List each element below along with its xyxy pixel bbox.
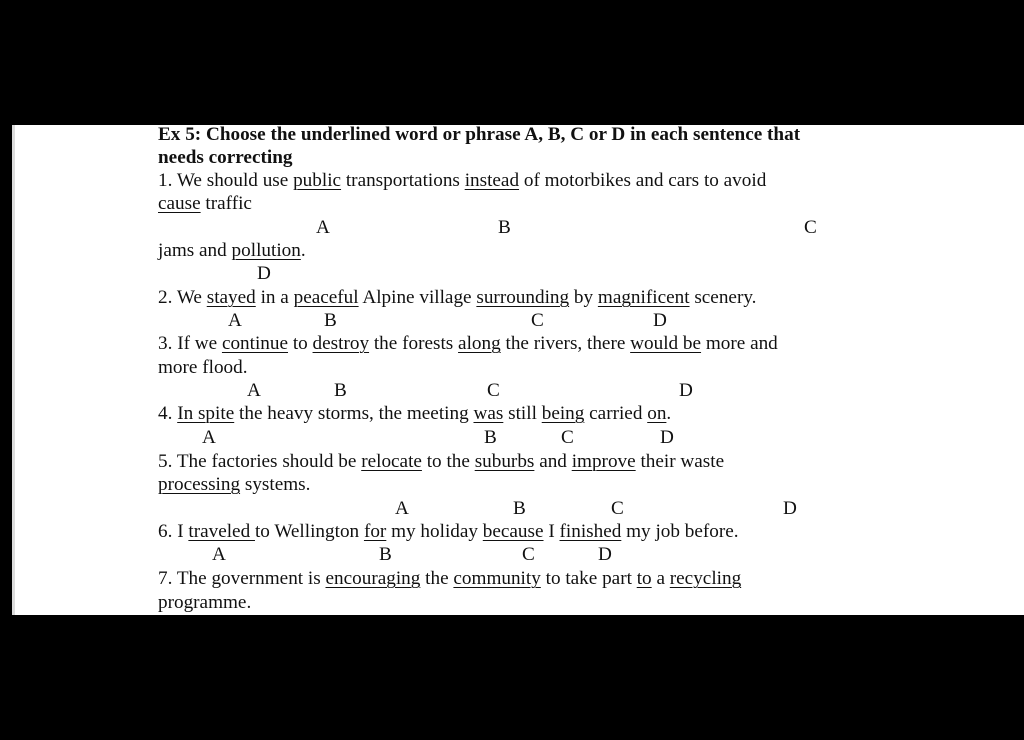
sentence-text: systems.	[240, 474, 311, 495]
q7-option-c: to	[636, 568, 652, 589]
sentence-text: scenery.	[689, 287, 757, 308]
sentence-text: I	[543, 521, 560, 542]
sentence-text: more and	[701, 333, 778, 354]
q5-option-a: relocate	[361, 451, 422, 472]
q1-label-c: C	[804, 217, 817, 238]
q7-option-a: encouraging	[325, 568, 421, 589]
question-1-line3	[158, 241, 306, 260]
sentence-text: jams and	[158, 240, 232, 261]
sentence-text: 4.	[158, 403, 178, 424]
q2-option-a: stayed	[206, 287, 256, 308]
sentence-text: the	[420, 568, 454, 589]
question-5-line2	[158, 475, 310, 494]
q5-option-c: improve	[571, 451, 636, 472]
document-page	[12, 125, 1024, 615]
q2-label-c: C	[531, 310, 544, 331]
sentence-text: to	[288, 333, 313, 354]
q6-label-c: C	[522, 544, 535, 565]
q1-label-b: B	[498, 217, 511, 238]
q2-label-d: D	[653, 310, 667, 331]
q2-option-d: magnificent	[597, 287, 690, 308]
sentence-text: 5. The factories should be	[158, 451, 362, 472]
q4-option-c: being	[541, 403, 585, 424]
q1-label-a: A	[316, 217, 330, 238]
sentence-text: the forests	[369, 333, 459, 354]
q2-label-a: A	[228, 310, 242, 331]
sentence-text: still	[503, 403, 542, 424]
sentence-text: by	[569, 287, 598, 308]
question-1	[158, 171, 766, 190]
sentence-text: their waste	[635, 451, 725, 472]
q6-option-d: finished	[559, 521, 622, 542]
q4-option-a: In spite	[177, 403, 235, 424]
q7-option-b: community	[453, 568, 541, 589]
sentence-text: to the	[421, 451, 475, 472]
sentence-text: in a	[255, 287, 294, 308]
q5-label-c: C	[611, 498, 624, 519]
sentence-text: my job before.	[621, 521, 739, 542]
sentence-text: 7. The government is	[158, 568, 326, 589]
q5-option-b: suburbs	[474, 451, 535, 472]
q1-option-b: instead	[464, 170, 520, 191]
q4-label-a: A	[202, 427, 216, 448]
sentence-text: .	[666, 403, 672, 424]
sentence-text: the rivers, there	[500, 333, 631, 354]
sentence-text: transportations	[341, 170, 465, 191]
sentence-text: to take part	[540, 568, 637, 589]
question-7	[158, 569, 741, 588]
sentence-text: my holiday	[386, 521, 483, 542]
q2-option-c: surrounding	[476, 287, 570, 308]
sentence-text: of motorbikes and cars to avoid	[519, 170, 767, 191]
q6-option-a: traveled	[188, 521, 255, 542]
sentence-text: Alpine village	[358, 287, 477, 308]
q1-option-d: pollution	[231, 240, 301, 261]
q6-label-a: A	[212, 544, 226, 565]
question-7-line2: programme.	[158, 592, 252, 613]
q3-option-a: continue	[221, 333, 289, 354]
q3-label-d: D	[679, 380, 693, 401]
question-2	[158, 288, 756, 307]
sentence-text: 1. We should use	[158, 170, 294, 191]
question-6	[158, 522, 739, 541]
q4-label-b: B	[484, 427, 497, 448]
q3-label-a: A	[247, 380, 261, 401]
q4-label-d: D	[660, 427, 674, 448]
q2-option-b: peaceful	[293, 287, 359, 308]
sentence-text: and	[534, 451, 572, 472]
question-5	[158, 452, 724, 471]
q5-label-a: A	[395, 498, 409, 519]
q1-option-c: cause	[158, 193, 201, 214]
sentence-text: carried	[584, 403, 648, 424]
q7-option-d: recycling	[669, 568, 742, 589]
sentence-text: a	[651, 568, 670, 589]
q3-option-b: destroy	[312, 333, 370, 354]
exercise-title: Ex 5: Choose the underlined word or phrase A, B, C or D in each sentence that	[158, 125, 801, 145]
sentence-text: to Wellington	[254, 521, 364, 542]
sentence-text: 6. I	[158, 521, 189, 542]
q5-option-d: processing	[158, 474, 241, 495]
question-1-line2	[158, 194, 252, 213]
q3-option-d: would be	[630, 333, 702, 354]
q4-option-b: was	[473, 403, 504, 424]
q6-option-b: for	[363, 521, 387, 542]
question-3	[158, 334, 778, 353]
q6-label-b: B	[379, 544, 392, 565]
q3-label-c: C	[487, 380, 500, 401]
q5-label-b: B	[513, 498, 526, 519]
q1-option-a: public	[293, 170, 342, 191]
sentence-text: 2. We	[158, 287, 207, 308]
q2-label-b: B	[324, 310, 337, 331]
q4-option-d: on	[647, 403, 667, 424]
sentence-text: 3. If we	[158, 333, 222, 354]
exercise-title-line2: needs correcting	[158, 147, 293, 168]
q5-label-d: D	[783, 498, 797, 519]
sentence-text: traffic	[200, 193, 252, 214]
q4-label-c: C	[561, 427, 574, 448]
sentence-text: the heavy storms, the meeting	[234, 403, 474, 424]
q1-label-d: D	[257, 263, 271, 284]
sentence-text: .	[300, 240, 306, 261]
q6-option-c: because	[482, 521, 544, 542]
question-3-line2: more flood.	[158, 357, 248, 378]
q3-option-c: along	[458, 333, 501, 354]
q3-label-b: B	[334, 380, 347, 401]
q6-label-d: D	[598, 544, 612, 565]
question-4	[158, 404, 671, 423]
